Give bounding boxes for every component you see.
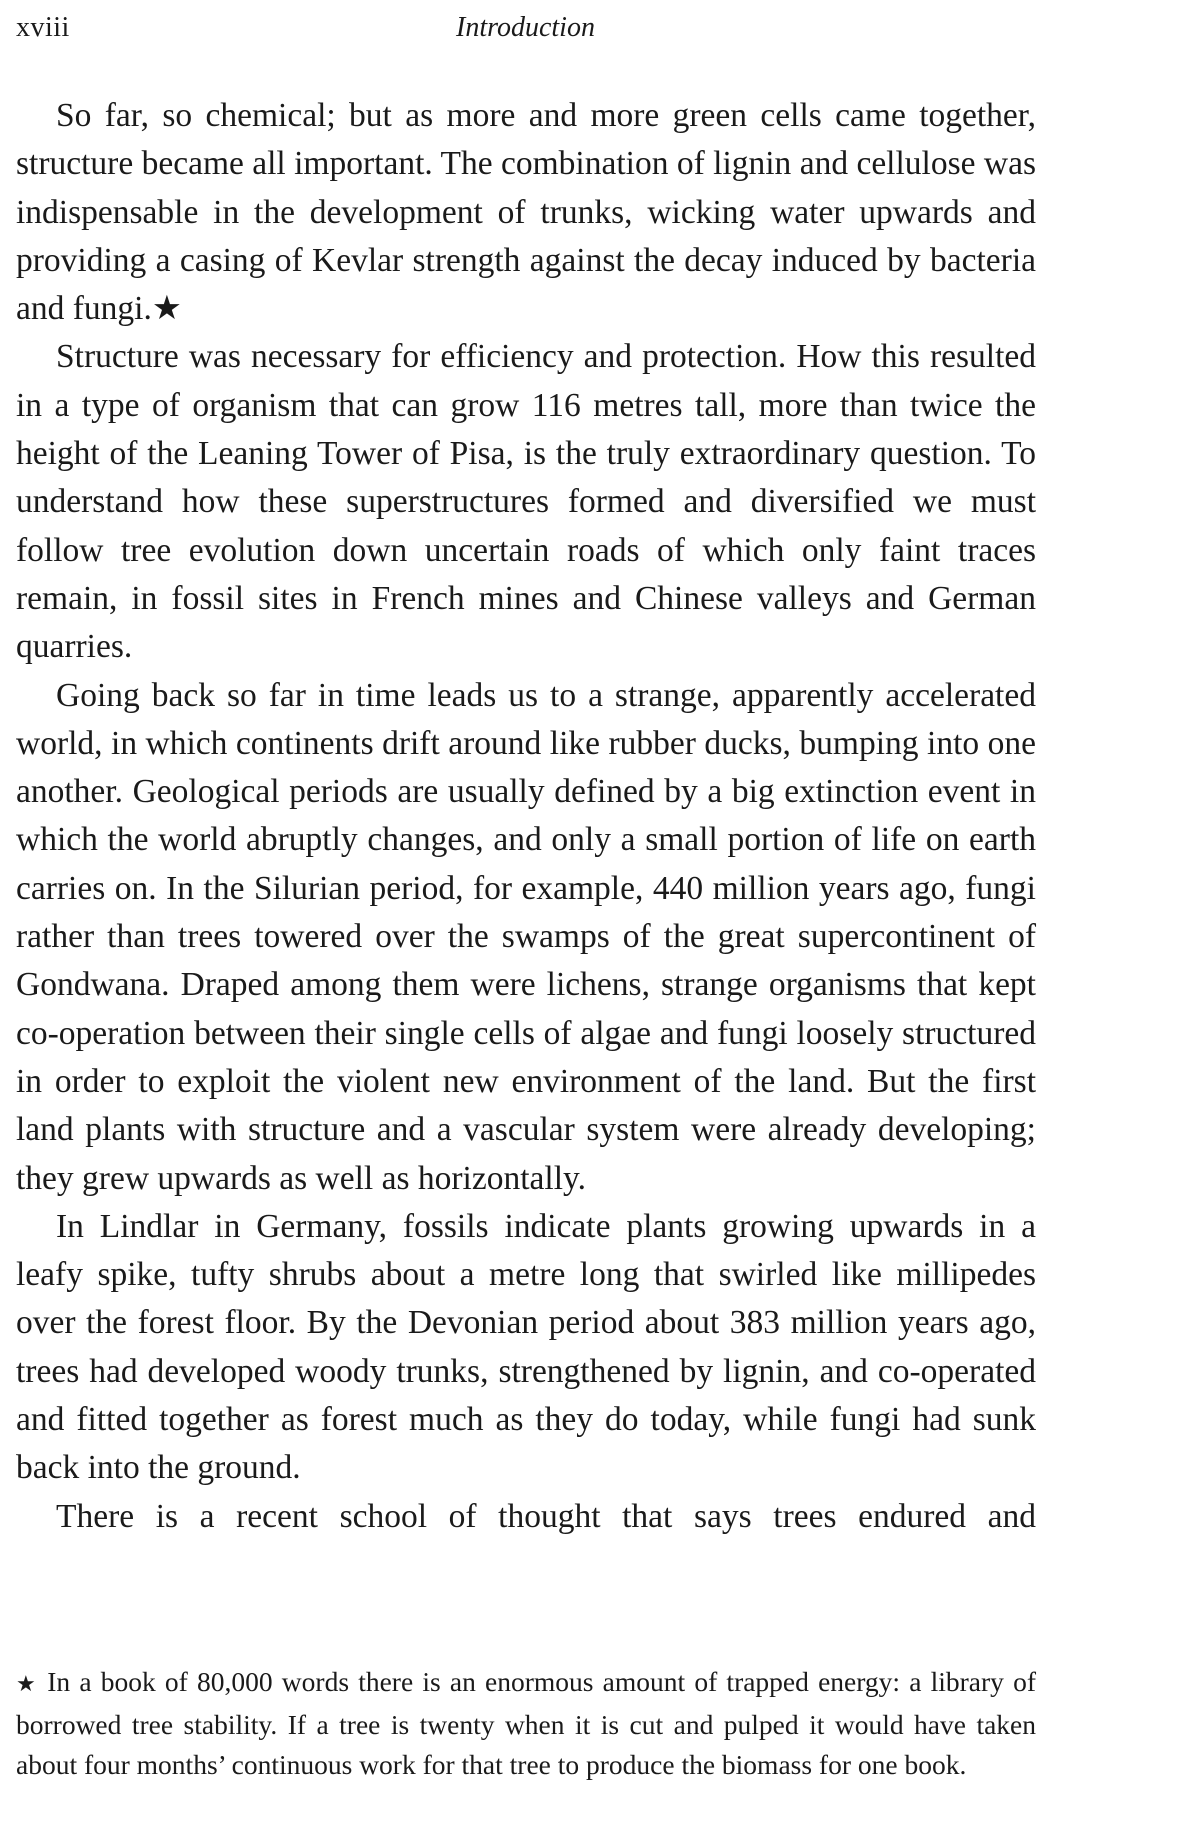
chapter-title: Introduction	[456, 12, 595, 43]
paragraph-5: There is a recent school of thought that says trees endured and	[56, 1497, 1036, 1535]
running-head	[16, 10, 1036, 50]
paragraph-4: In Lindlar in Germany, fossils indicate plants growing upwards in a leafy spike, tufty shrubs about a metre long that swirled like millipedes over the forest floor. By the Devonian period about 383 million years ago, trees had developed woody trunks, strengthened by lignin, and co-operated and fitted together as forest much as they do today, while fungi had sunk back into the ground.	[16, 1207, 1036, 1487]
book-page	[16, 0, 1036, 1834]
paragraph-2: Structure was necessary for efficiency and protection. How this resulted in a type of organism that can grow 116 metres tall, more than twice the height of the Leaning Tower of Pisa, is the truly extraordinary question. To understand how these superstructures formed and diversified we must follow tree evolution down uncertain roads of which only faint traces remain, in fossil sites in French mines and Chinese valleys and German quarries.	[16, 338, 1036, 666]
paragraph-1: So far, so chemical; but as more and more green cells came together, structure became all important. The combination of lignin and cellulose was indispensable in the development of trunks, wicking water upwards and providing a casing of Kevlar strength against the decay induced by bacteria and fungi.★	[16, 97, 1036, 328]
body-text	[16, 92, 1036, 1541]
paragraph-3: Going back so far in time leads us to a strange, apparently accelerated world, in which continents drift around like rubber ducks, bumping into one another. Geological periods are usually defined by a big extinction event in which the world abruptly changes, and only a small portion of life on earth carries on. In the Silurian period, for example, 440 million years ago, fungi rather than trees towered over the swamps of the great supercontinent of Gondwana. Draped among them were lichens, strange organisms that kept co-operation between their single cells of algae and fungi loosely structured in order to exploit the violent new environment of the land. But the first land plants with structure and a vascular system were already developing; they grew upwards as well as horizontally.	[16, 676, 1036, 1197]
page-number: xviii	[16, 12, 70, 43]
footnote	[16, 1662, 1036, 1786]
footnote-marker: ★	[16, 1671, 39, 1696]
footnote-text: In a book of 80,000 words there is an enormous amount of trapped energy: a library of borrowed tree stability. If a tree is twenty when it is cut and pulped it would have taken about four months’ continuous work for that tree to produce the biomass for one book.	[16, 1666, 1037, 1780]
